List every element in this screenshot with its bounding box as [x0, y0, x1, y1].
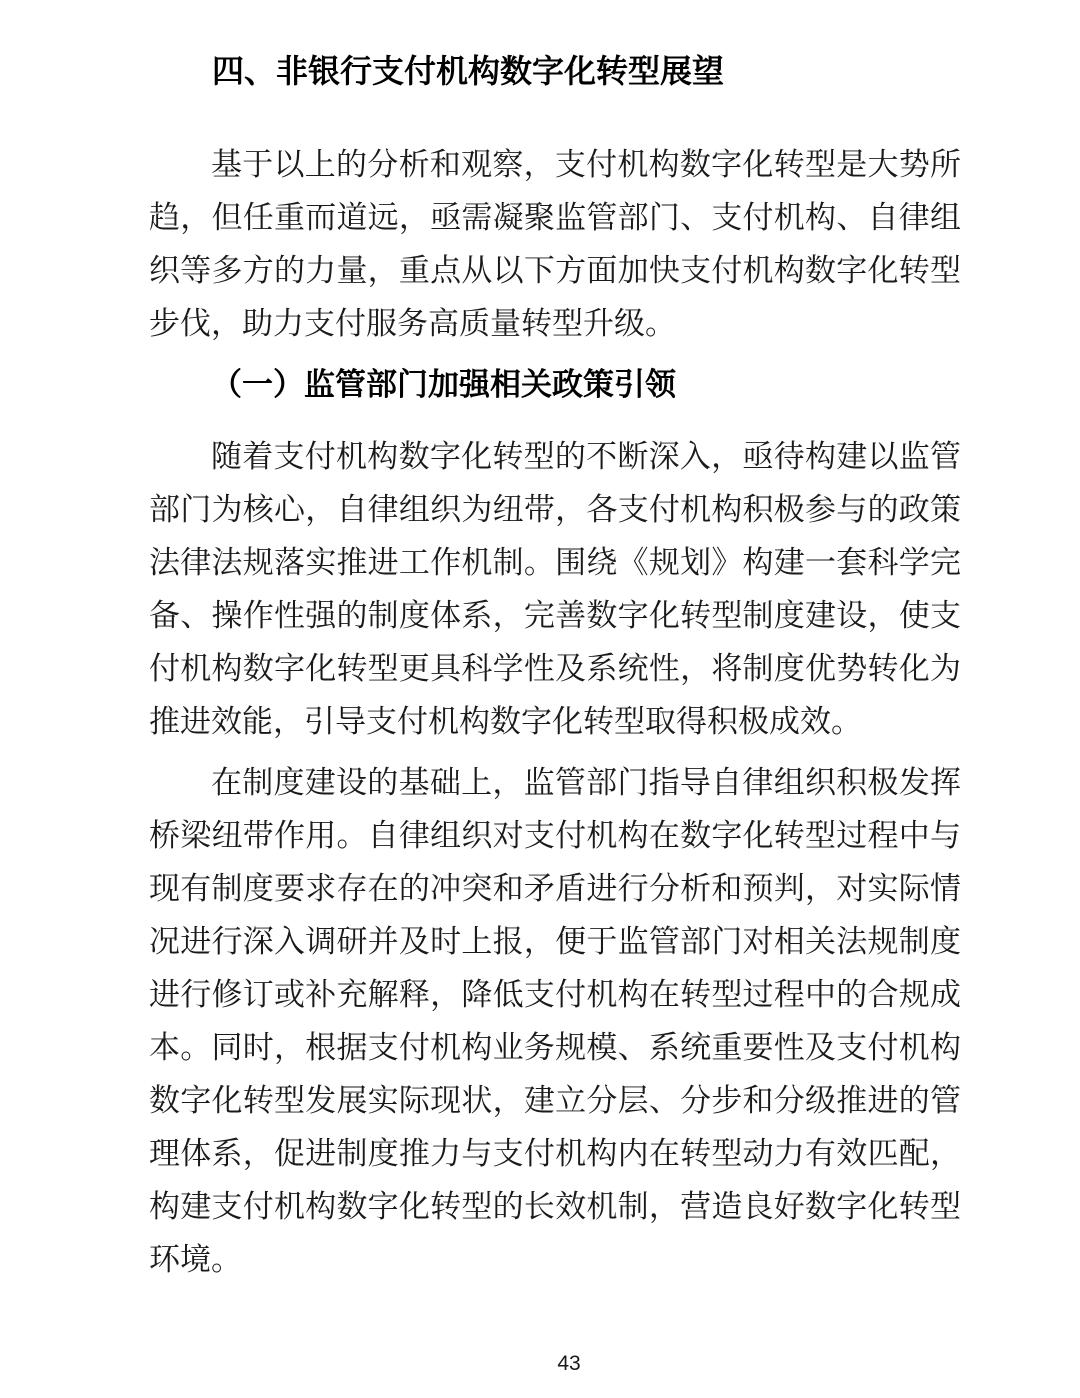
section-heading: 四、非银行支付机构数字化转型展望 — [212, 53, 725, 89]
intro-paragraph: 基于以上的分析和观察，支付机构数字化转型是大势所趋，但任重而道远，亟需凝聚监管部门、支付机构、自律组织等多方的力量，重点从以下方面加快支付机构数字化转型步伐，助力支付服务高质量转型升级。 — [149, 147, 961, 341]
body-paragraph: 在制度建设的基础上，监管部门指导自律组织积极发挥桥梁纽带作用。自律组织对支付机构在数字化转型过程中与现有制度要求存在的冲突和矛盾进行分析和预判，对实际情况进行深入调研并及时上报，便于监管部门对相关法规制度进行修订或补充解释，降低支付机构在转型过程中的合规成本。同时，根据支付机构业务规模、系统重要性及支付机构数字化转型发展实际现状，建立分层、分步和分级推进的管理体系，促进制度推力与支付机构内在转型动力有效匹配，构建支付机构数字化转型的长效机制，营造良好数字化转型环境。 — [149, 765, 961, 1277]
page-number: 43 — [557, 1352, 581, 1375]
body-paragraph: 随着支付机构数字化转型的不断深入，亟待构建以监管部门为核心，自律组织为纽带，各支付机构积极参与的政策法律法规落实推进工作机制。围绕《规划》构建一套科学完备、操作性强的制度体系，完善数字化转型制度建设，使支付机构数字化转型更具科学性及系统性，将制度优势转化为推进效能，引导支付机构数字化转型取得积极成效。 — [149, 439, 961, 739]
subsection-heading: （一）监管部门加强相关政策引领 — [211, 367, 676, 402]
